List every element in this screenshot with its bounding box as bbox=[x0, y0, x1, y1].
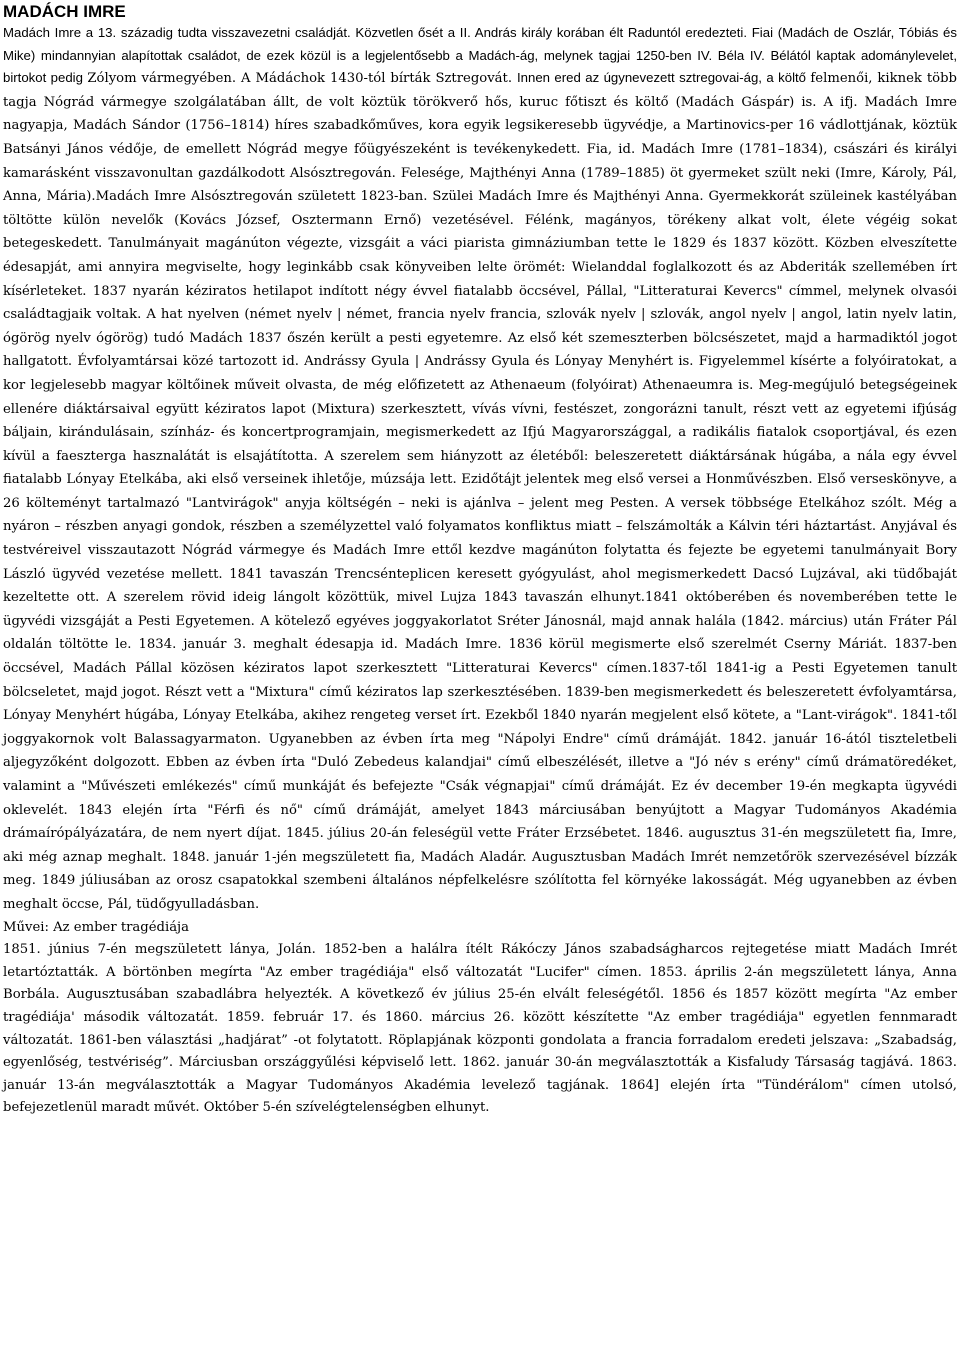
paragraph-run: felmenői, kiknek több tagja Nógrád vármegye szolgálatában állt, de volt köztük törökverő hős, kuruc főtiszt és költő (Madách Gáspár) is. A ifj. Madách Imre nagyapja, Madách Sándor (1756–1814) híres szabadkőműves, kora egyik legsikeresebb ügyvédje, a Martinovics-per 16 vádlottjának, köztük Batsányi János védője, de emellett Nógrád megye főügyészeként is tevékenykedett. Fia, id. Madách Imre (1781–1834), császári és királyi kamarásként visszavonultan gazdálkodott Alsósztregován. Felesége, Majthényi Anna (1789–1885) öt gyermeket szült neki (Imre, Károly, Pál, Anna, Mária).Madách Imre Alsósztregován született 1823-ban. Szülei Madách Imre és Majthényi Anna. Gyermekkorát szüleinek kastélyában töltötte külön nevelők (Kovács József, Osztermann Ernő) vezetésével. Félénk, magányos, törékeny alkat volt, élete végéig sokat betegeskedett. Tanulmányait magánúton végezte, vizsgáit a váci piarista gimnáziumban tette le 1829 és 1837 között. Közben elveszítette édesapját, ami annyira megviselte, hogy leginkább csak könyveiben lelte örömét: Wielanddal foglalkozott és az Abderiták szellemében írt kísérleteket. 1837 nyarán kéziratos hetilapot indított négy évvel fiatalabb öccsével, Pállal, "Litteraturai Kevercs" címmel, melynek olvasói családtagjaik voltak. A hat nyelven (német nyelv | német, francia nyelv francia, szlovák nyelv | szlovák, angol nyelv | angol, latin nyelv latin, ógörög nyelv ógörög) tudó Madách 1837 őszén került a pesti egyetemre. Az első két szemeszterben bölcsészetet, majd a harmadiktól jogot hallgatott. Évfolyamtársai közé tartozott id. Andrássy Gyula | Andrássy Gyula és Lónyay Menyhért is. Figyelemmel kísérte a folyóiratokat, a kor legjelesebb magyar költőinek műveit olvasta, de még előfizetett az Athenaeum (folyóirat) Athenaeumra is. Meg-megújuló betegségeinek ellenére diáktársaival együtt kéziratos lapot (Mixtura) szerkesztett, vívás vívni, festészet, zongorázni tanult, részt vett az egyetemi ifjúság báljain, kirándulásain, színház- és koncertprogramjain, megismerkedett az Ifjú Magyarországgal, a radikális fiatalok csoportjával, és ezen kívül a faesztergа hasznalátát is elsajátította. A szerelem sem hiányzott az életéből: beleszeretett diáktársának húgába, a nála egy évvel fiatalabb Lónyay Etelkába, aki első verseinek ihletője, múzsája lett. Ezidőtájt jelentek meg első versei a Honművészben. Első verseskönyve, a 26 költeményt tartalmazó "Lantvirágok" anyja költségén – neki is ajánlva – jelent meg Pesten. A versek többsége Etelkához szólt. Még a nyáron – részben anyagi gondok, részben a személyzettel való folyamatos konfliktus miatt – felszámolták a Kálvin téri háztartást. Anyjával és testvéreivel visszautazott Nógrád vármegye és Madách Imre ettől kezdve magánúton folytatta és fejezte be egyetemi tanulmányait Bory László ügyvéd vezetése mellett. 1841 tavaszán Trencsénteplicen keresett gyógyulást, ahol megismerkedett Dacsó Lujzával, aki tüdőbaját kezeltette ott. A szerelem rövid ideig lángolt közöttük, mivel Lujza 1843 tavaszán elhunyt.1841 októberében és novemberében tette le ügyvédi vizsgáját a Pesti Egyetemen. A kötelező egyéves joggyakorlatot Sréter Jánosnál, majd annak halála (1842. március) után Fráter Pál oldalán töltötte le. 1834. január 3. meghalt édesapja id. Madách Imre. 1836 körül megismerte első szerelmét Cserny Máriát. 1837-ben öccsével, Madách Pállal közösen kéziratos lapot szerkesztett "Litteraturai Kevercs" címen.1837-től 1841-ig a Pesti Egyetemen tanult bölcseletet, majd jogot. Részt vett a "Mixtura" című kéziratos lap szerkesztésében. 1839-ben megismerkedett és beleszeretett évfolyamtársa, Lónyay Menyhért húgába, Lónyay Etelkába, akihez rengeteg verset írt. Ezekből 1840 nyarán megjelent első kötete, a "Lant-virágok". 1841-től joggyakornok volt Balassagyarmaton. Ugyanebben az évben írta meg "Nápolyi Endre" című drámáját. 1842. január 16-ától tiszteletbeli aljegyzőként dolgozott. Ebben az évben írta "Duló Zebedeus kalandjai" című elbeszélését, illetve a "Jó név s erény" című drámatöredéket, valamint a "Művészeti emlékezés" című munkáját és befejezte "Csák végnapjai" című drámáját. Ez év december 19-én megkapta ügyvédi oklevelét. 1843 elején írta "Férfi és nő" című drámáját, amelyet 1843 márciusában benyújtott a Magyar Tudományos Akadémia drámaírópályázatára, de nem nyert díjat. 1845. július 20-án feleségül vette Fráter Erzsébetet. 1846. augusztus 31-én megszületett fia, Imre, aki még aznap meghalt. 1848. január 1-jén megszületett fia, Madách Aladár. Augusztusban Madách Imrét nemzetőrök szervezésével bízzák meg. 1849 júliusában az orosz csapatokkal szembeni általános népfelkelésre szólította fel környéke lakosságát. Még ugyanebben az évben meghalt öccse, Pál, tüdőgyulladásban. bbox=[3, 71, 957, 912]
closing-paragraph: 1851. június 7-én megszületett lánya, Jolán. 1852-ben a halálra ítélt Rákóczy János szabadságharcos rejtegetése miatt Madách Imrét letartóztatták. A börtönben megírta "Az ember tragédiája" első változatát "Lucifer" címen. 1853. április 2-án megszületett lánya, Anna Borbála. Augusztusában szabadlábra helyezték. A következő év július 25-én elvált feleségétől. 1856 és 1857 között megírta "Az ember tragédiája' második változatát. 1859. február 17. és 1860. március 26. között készítette "Az ember tragédiája" egyetlen fennmaradt változatát. 1861-ben választási „hadjárat” -ot folytatott. Röplapjának központi gondolata a francia forradalom eredeti jelszava: „Szabadság, egyenlőség, testvériség”. Márciusban országgyűlési képviselő lett. 1862. január 30-án megválasztották a Kisfaludy Társaság tagjává. 1863. január 13-án megválasztották a Magyar Tudományos Akadémia levelező tagjának. 1864] elején írta "Tündérálom" címen utolsó, befejezetlenül maradt művét. Október 5-én szívelégtelenségben elhunyt. bbox=[3, 942, 957, 1116]
paragraph-run: Innen ered az úgynevezett sztregovai-ág, a költő bbox=[516, 70, 811, 86]
page-title: MADÁCH IMRE bbox=[3, 2, 126, 21]
paragraph-run: Zólyom vármegyében. A Mádáchok 1430-tól bírták Sztregovát. bbox=[87, 71, 517, 87]
works-line: Művei: Az ember tragédiája bbox=[3, 919, 190, 935]
main-paragraph bbox=[3, 22, 957, 917]
paragraph-run: Madách Imre a 13. századig tudta visszavezetni családját. Közvetlen ősét a II. András király korában élt Raduntól eredezteti. Fiai (Madách de Oszlár, Tóbiás és Mike) mindannyian alapítottak családot, de ezek közül is a legjelentősebb a Madách-ág, melynek tagjai 1250-ben IV. Béla IV. Bélától kaptak adománylevelet, birtokot pedig bbox=[3, 25, 957, 86]
